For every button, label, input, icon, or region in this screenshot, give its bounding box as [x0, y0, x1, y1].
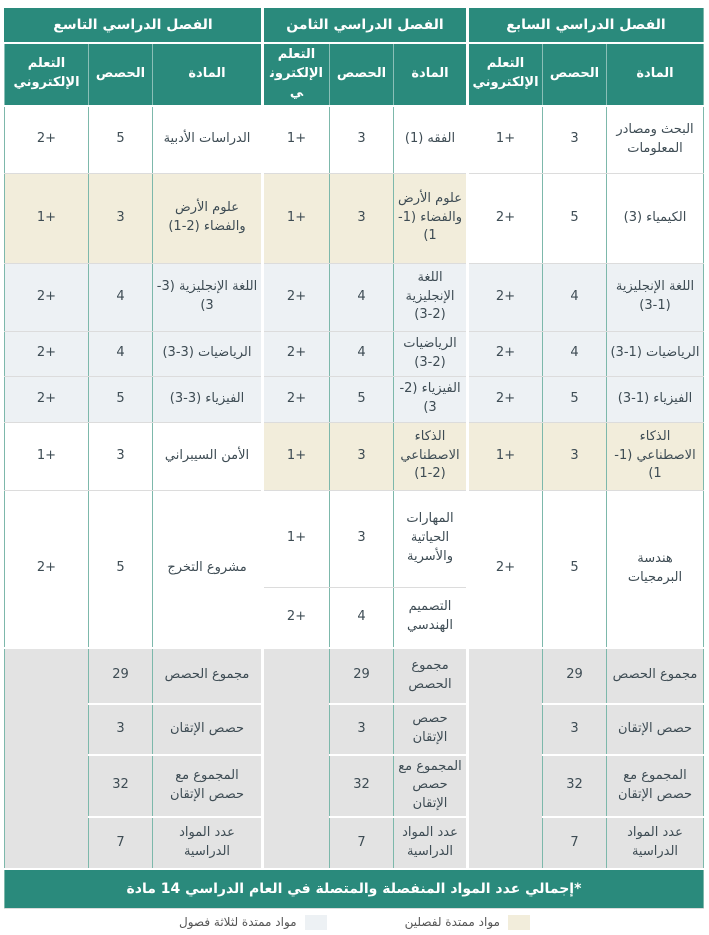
subject-cell: المهارات الحياتية والأسرية — [394, 490, 468, 587]
periods-cell: 3 — [89, 422, 153, 490]
periods-cell: 3 — [330, 490, 394, 587]
elearning-cell: +1 — [263, 173, 330, 263]
three-semester-swatch-icon — [305, 915, 327, 930]
elearning-cell: +1 — [263, 490, 330, 587]
summary-label-cell: عدد المواد الدراسية — [153, 817, 263, 869]
column-header-subject: المادة — [607, 43, 704, 106]
table-row — [4, 376, 703, 422]
semester-title-ninth: الفصل الدراسي التاسع — [4, 8, 262, 43]
elearning-cell: +2 — [263, 587, 330, 648]
elearning-cell: +2 — [4, 490, 88, 648]
elearning-cell: +1 — [4, 173, 88, 263]
two-semester-swatch-icon — [508, 915, 530, 930]
column-header-subject: المادة — [394, 43, 468, 106]
summary-row-total-with-mastery — [4, 755, 703, 818]
column-header-elearning: التعلم الإلكتروني — [4, 43, 88, 106]
elearning-cell: +2 — [4, 376, 88, 422]
table-row — [4, 106, 703, 174]
periods-cell: 5 — [330, 376, 394, 422]
table-row — [4, 331, 703, 376]
elearning-cell: +2 — [263, 376, 330, 422]
subject-cell: الفيزياء (3-3) — [153, 376, 263, 422]
periods-cell: 5 — [543, 376, 607, 422]
subject-cell: الذكاء الاصطناعي (2-1) — [394, 422, 468, 490]
summary-label-cell: عدد المواد الدراسية — [394, 817, 468, 869]
summary-label-cell: حصص الإتقان — [153, 704, 263, 755]
periods-cell: 3 — [330, 422, 394, 490]
summary-empty-cell — [468, 648, 543, 870]
periods-cell: 3 — [330, 106, 394, 174]
subject-cell: الفيزياء (1-3) — [607, 376, 704, 422]
subject-cell: اللغة الإنجليزية (3-3) — [153, 263, 263, 331]
summary-label-cell: مجموع الحصص — [394, 648, 468, 704]
subject-cell: علوم الأرض والفضاء (2-1) — [153, 173, 263, 263]
subject-cell: الرياضيات (3-3) — [153, 331, 263, 376]
elearning-cell: +1 — [468, 106, 543, 174]
periods-cell: 3 — [543, 422, 607, 490]
summary-row-subject-count — [4, 817, 703, 869]
curriculum-table — [4, 8, 704, 909]
legend-label: مواد ممتدة لثلاثة فصول — [179, 915, 297, 930]
elearning-cell: +2 — [4, 106, 88, 174]
periods-cell: 5 — [543, 490, 607, 648]
elearning-cell: +2 — [468, 331, 543, 376]
subject-cell: الأمن السيبراني — [153, 422, 263, 490]
summary-value-cell: 7 — [330, 817, 394, 869]
summary-empty-cell — [4, 648, 88, 870]
periods-cell: 5 — [89, 490, 153, 648]
summary-label-cell: المجموع مع حصص الإتقان — [394, 755, 468, 818]
summary-value-cell: 32 — [89, 755, 153, 818]
table-row — [4, 173, 703, 263]
summary-label-cell: المجموع مع حصص الإتقان — [153, 755, 263, 818]
table-row — [4, 263, 703, 331]
summary-empty-cell — [263, 648, 330, 870]
table-row — [4, 422, 703, 490]
column-header-periods: الحصص — [330, 43, 394, 106]
legend-item-two-semesters — [405, 915, 530, 930]
summary-value-cell: 29 — [330, 648, 394, 704]
summary-value-cell: 3 — [330, 704, 394, 755]
summary-value-cell: 32 — [330, 755, 394, 818]
column-header-elearning: التعلم الإلكتروني — [468, 43, 543, 106]
periods-cell: 4 — [543, 263, 607, 331]
column-header-subject: المادة — [153, 43, 263, 106]
periods-cell: 4 — [543, 331, 607, 376]
semester-title-seventh: الفصل الدراسي السابع — [468, 8, 704, 43]
elearning-cell: +2 — [263, 263, 330, 331]
periods-cell: 3 — [89, 173, 153, 263]
periods-cell: 5 — [89, 376, 153, 422]
subject-cell: التصميم الهندسي — [394, 587, 468, 648]
summary-label-cell: عدد المواد الدراسية — [607, 817, 704, 869]
column-header-periods: الحصص — [543, 43, 607, 106]
summary-value-cell: 32 — [543, 755, 607, 818]
subject-cell: الدراسات الأدبية — [153, 106, 263, 174]
periods-cell: 3 — [543, 106, 607, 174]
periods-cell: 4 — [330, 587, 394, 648]
summary-value-cell: 7 — [543, 817, 607, 869]
subject-cell: الذكاء الاصطناعي (1-1) — [607, 422, 704, 490]
column-header-elearning: التعلم الإلكتروني — [263, 43, 330, 106]
elearning-cell: +2 — [468, 173, 543, 263]
footer-row — [4, 869, 703, 909]
subject-cell: علوم الأرض والفضاء (1-1) — [394, 173, 468, 263]
elearning-cell: +2 — [468, 263, 543, 331]
summary-label-cell: المجموع مع حصص الإتقان — [607, 755, 704, 818]
summary-row-mastery-periods — [4, 704, 703, 755]
periods-cell: 3 — [330, 173, 394, 263]
semester-title-row — [4, 8, 703, 43]
elearning-cell: +2 — [4, 331, 88, 376]
total-subjects-note: *إجمالي عدد المواد المنفصلة والمتصلة في العام الدراسي 14 مادة — [4, 869, 703, 909]
summary-label-cell: مجموع الحصص — [153, 648, 263, 704]
subject-cell: هندسة البرمجيات — [607, 490, 704, 648]
legend-item-three-semesters — [179, 915, 327, 930]
summary-value-cell: 29 — [543, 648, 607, 704]
periods-cell: 5 — [543, 173, 607, 263]
subject-cell: الرياضيات (2-3) — [394, 331, 468, 376]
periods-cell: 4 — [330, 263, 394, 331]
summary-value-cell: 3 — [89, 704, 153, 755]
periods-cell: 4 — [330, 331, 394, 376]
periods-cell: 5 — [89, 106, 153, 174]
summary-row-total-periods — [4, 648, 703, 704]
summary-value-cell: 3 — [543, 704, 607, 755]
elearning-cell: +2 — [263, 331, 330, 376]
summary-value-cell: 7 — [89, 817, 153, 869]
legend-label: مواد ممتدة لفصلين — [404, 915, 500, 930]
periods-cell: 4 — [89, 331, 153, 376]
subject-cell: البحث ومصادر المعلومات — [607, 106, 704, 174]
summary-label-cell: مجموع الحصص — [607, 648, 704, 704]
elearning-cell: +1 — [468, 422, 543, 490]
elearning-cell: +1 — [4, 422, 88, 490]
subject-cell: الكيمياء (3) — [607, 173, 704, 263]
subject-cell: مشروع التخرج — [153, 490, 263, 648]
subject-cell: الفقه (1) — [394, 106, 468, 174]
table-row — [4, 490, 703, 587]
summary-label-cell: حصص الإتقان — [394, 704, 468, 755]
elearning-cell: +2 — [468, 376, 543, 422]
column-header-row — [4, 43, 703, 106]
elearning-cell: +1 — [263, 106, 330, 174]
subject-cell: الفيزياء (2-3) — [394, 376, 468, 422]
periods-cell: 4 — [89, 263, 153, 331]
subject-cell: الرياضيات (1-3) — [607, 331, 704, 376]
elearning-cell: +2 — [4, 263, 88, 331]
column-header-periods: الحصص — [89, 43, 153, 106]
semester-title-eighth: الفصل الدراسي الثامن — [263, 8, 468, 43]
subject-cell: اللغة الإنجليزية (1-3) — [607, 263, 704, 331]
elearning-cell: +2 — [468, 490, 543, 648]
elearning-cell: +1 — [263, 422, 330, 490]
legend — [5, 909, 704, 935]
summary-label-cell: حصص الإتقان — [607, 704, 704, 755]
summary-value-cell: 29 — [89, 648, 153, 704]
subject-cell: اللغة الإنجليزية (2-3) — [394, 263, 468, 331]
